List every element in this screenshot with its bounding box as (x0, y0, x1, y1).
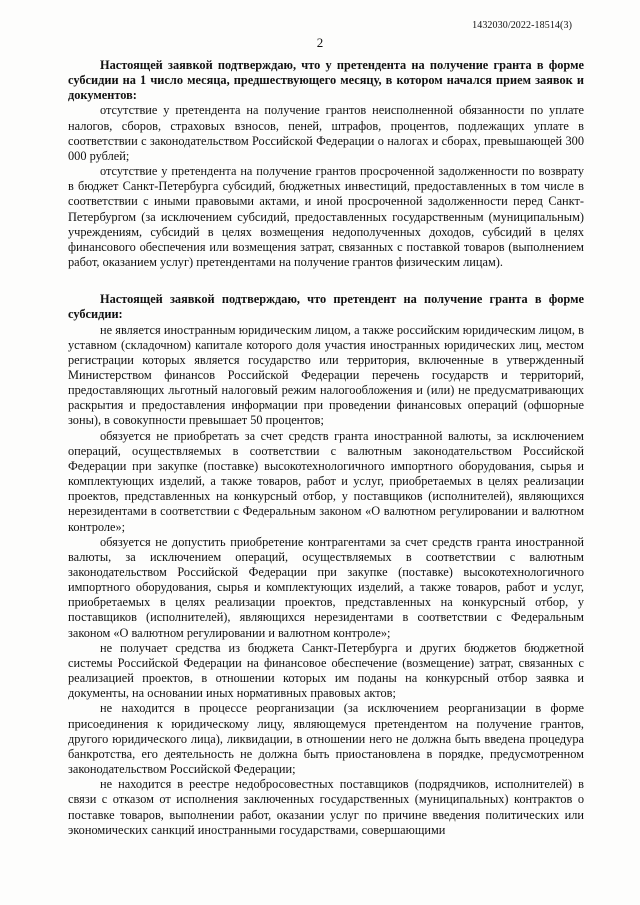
paragraph: не находится в реестре недобросовестных поставщиков (подрядчиков, исполнителей) в связи с отказом от исполнения заключенных государственных (муниципальных) контрактов о поставке товаров, выполнении работ, оказании услуг по причине введения политических или экономических санкций иностранными государствами, совершающими (68, 777, 584, 837)
paragraph: не является иностранным юридическим лицом, а также российским юридическим лицом, в уставном (складочном) капитале которого доля участия иностранных юридических лиц, местом регистрации которых является государство или территория, включенные в утвержденный Министерством финансов Российской Федерации перечень государств и территорий, предоставляющих льготный налоговый режим налогообложения и (или) не предусматривающих раскрытия и предоставления информации при проведении финансовых операций (офшорные зоны), в совокупности превышает 50 процентов; (68, 322, 584, 428)
paragraph: обязуется не приобретать за счет средств гранта иностранной валюты, за исключением операций, осуществляемых в соответствии с валютным законодательством Российской Федерации при закупке (поставке) высокотехнологичного импортного оборудования, сырья и комплектующих изделий, а также товаров, работ и услуг, приобретаемых в целях реализации проектов, представленных на конкурсный отбор, у поставщиков (исполнителей), являющихся нерезидентами в соответствии с Федеральным законом «О валютном регулировании и валютном контроле»; (68, 428, 584, 534)
paragraph: отсутствие у претендента на получение грантов неисполненной обязанности по уплате налогов, сборов, страховых взносов, пеней, штрафов, процентов, подлежащих уплате в соответствии с законодательством Российской Федерации о налогах и сборах, превышающей 300 000 рублей; (68, 103, 584, 163)
paragraph: отсутствие у претендента на получение грантов просроченной задолженности по возврату в бюджет Санкт-Петербурга субсидий, бюджетных инвестиций, предоставленных в том числе в соответствии с иными правовыми актами, и иной просроченной задолженности перед Санкт-Петербургом (за исключением субсидий, предоставленных государственным (муниципальным) учреждениям, субсидий в целях возмещения недополученных доходов, субсидий в целях финансового обеспечения или возмещения затрат, связанных с поставкой товаров (выполнением работ, оказанием услуг) претендентами на получение грантов физическим лицам). (68, 164, 584, 270)
paragraph: не получает средства из бюджета Санкт-Петербурга и других бюджетов бюджетной системы Российской Федерации на финансовое обеспечение (возмещение) затрат, связанных с реализацией проектов, в отношении которых им поданы на конкурсный отбор заявка и документы, на основании иных нормативных правовых актов; (68, 640, 584, 701)
document-body (68, 58, 584, 838)
paragraph: не находится в процессе реорганизации (за исключением реорганизации в форме присоединения к юридическому лицу, являющемуся претендентом на получение грантов, другого юридического лица), ликвидации, в отношении него не должна быть введена процедура банкротства, его деятельность не должна быть приостановлена в порядке, предусмотренном законодательством Российской Федерации; (68, 701, 584, 777)
section-heading-1: Настоящей заявкой подтверждаю, что у претендента на получение гранта в форме субсидии на 1 число месяца, предшествующего месяцу, в котором начался прием заявок и документов: (68, 58, 584, 103)
section-heading-2: Настоящей заявкой подтверждаю, что претендент на получение гранта в форме субсидии: (68, 292, 584, 322)
paragraph: обязуется не допустить приобретение контрагентами за счет средств гранта иностранной валюты, за исключением операций, осуществляемых в соответствии с валютным законодательством Российской Федерации при закупке (поставке) высокотехнологичного импортного оборудования, сырья и комплектующих изделий, а также товаров, работ и услуг, приобретаемых в целях реализации проектов, представленных на конкурсный отбор, у поставщиков (исполнителей), являющихся нерезидентами в соответствии с Федеральным законом «О валютном регулировании и валютном контроле»; (68, 534, 584, 640)
page-number: 2 (316, 35, 324, 50)
document-number: 1432030/2022-18514(3) (472, 20, 572, 31)
section-divider (68, 270, 584, 292)
